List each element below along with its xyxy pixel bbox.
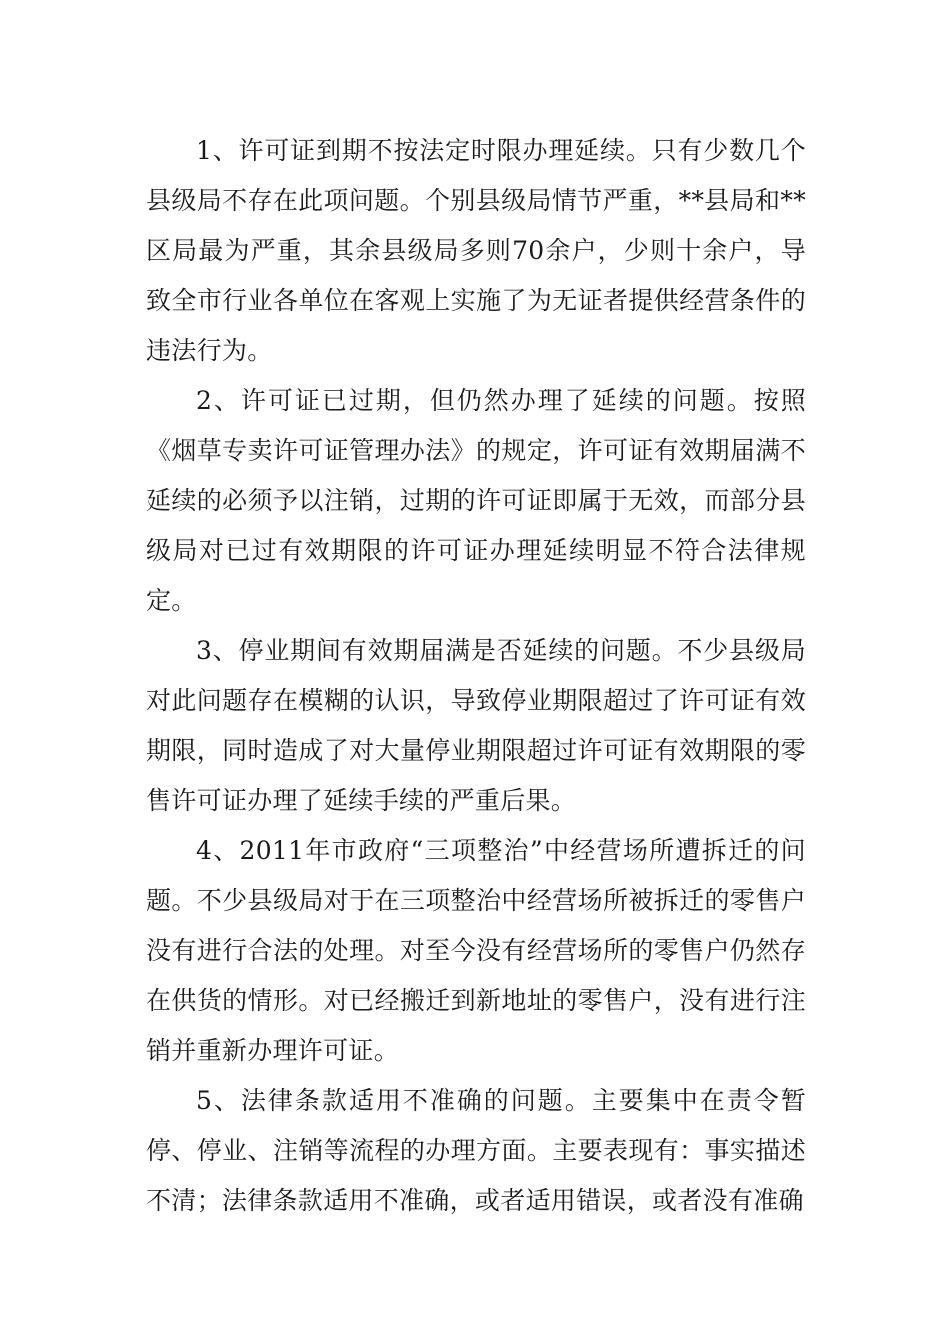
paragraph-3: 3、停业期间有效期届满是否延续的问题。不少县级局对此问题存在模糊的认识，导致停业期限超过了许可证有效期限，同时造成了对大量停业期限超过许可证有效期限的零售许可证办理了延续手续的严重后果。 — [146, 636, 806, 815]
document-body — [146, 126, 806, 1226]
paragraph-5: 5、法律条款适用不准确的问题。主要集中在责令暂停、停业、注销等流程的办理方面。主要表现有：事实描述不清；法律条款适用不准确，或者适用错误，或者没有准确 — [146, 1086, 806, 1215]
paragraph-2: 2、许可证已过期，但仍然办理了延续的问题。按照《烟草专卖许可证管理办法》的规定，许可证有效期届满不延续的必须予以注销，过期的许可证即属于无效，而部分县级局对已过有效期限的许可证办理延续明显不符合法律规定。 — [146, 386, 806, 615]
paragraph-1: 1、许可证到期不按法定时限办理延续。只有少数几个县级局不存在此项问题。个别县级局情节严重，**县局和**区局最为严重，其余县级局多则70余户，少则十余户，导致全市行业各单位在客观上实施了为无证者提供经营条件的违法行为。 — [146, 136, 806, 365]
paragraph-4: 4、2011年市政府“三项整治”中经营场所遭拆迁的问题。不少县级局对于在三项整治中经营场所被拆迁的零售户没有进行合法的处理。对至今没有经营场所的零售户仍然存在供货的情形。对已经搬迁到新地址的零售户，没有进行注销并重新办理许可证。 — [146, 836, 806, 1065]
